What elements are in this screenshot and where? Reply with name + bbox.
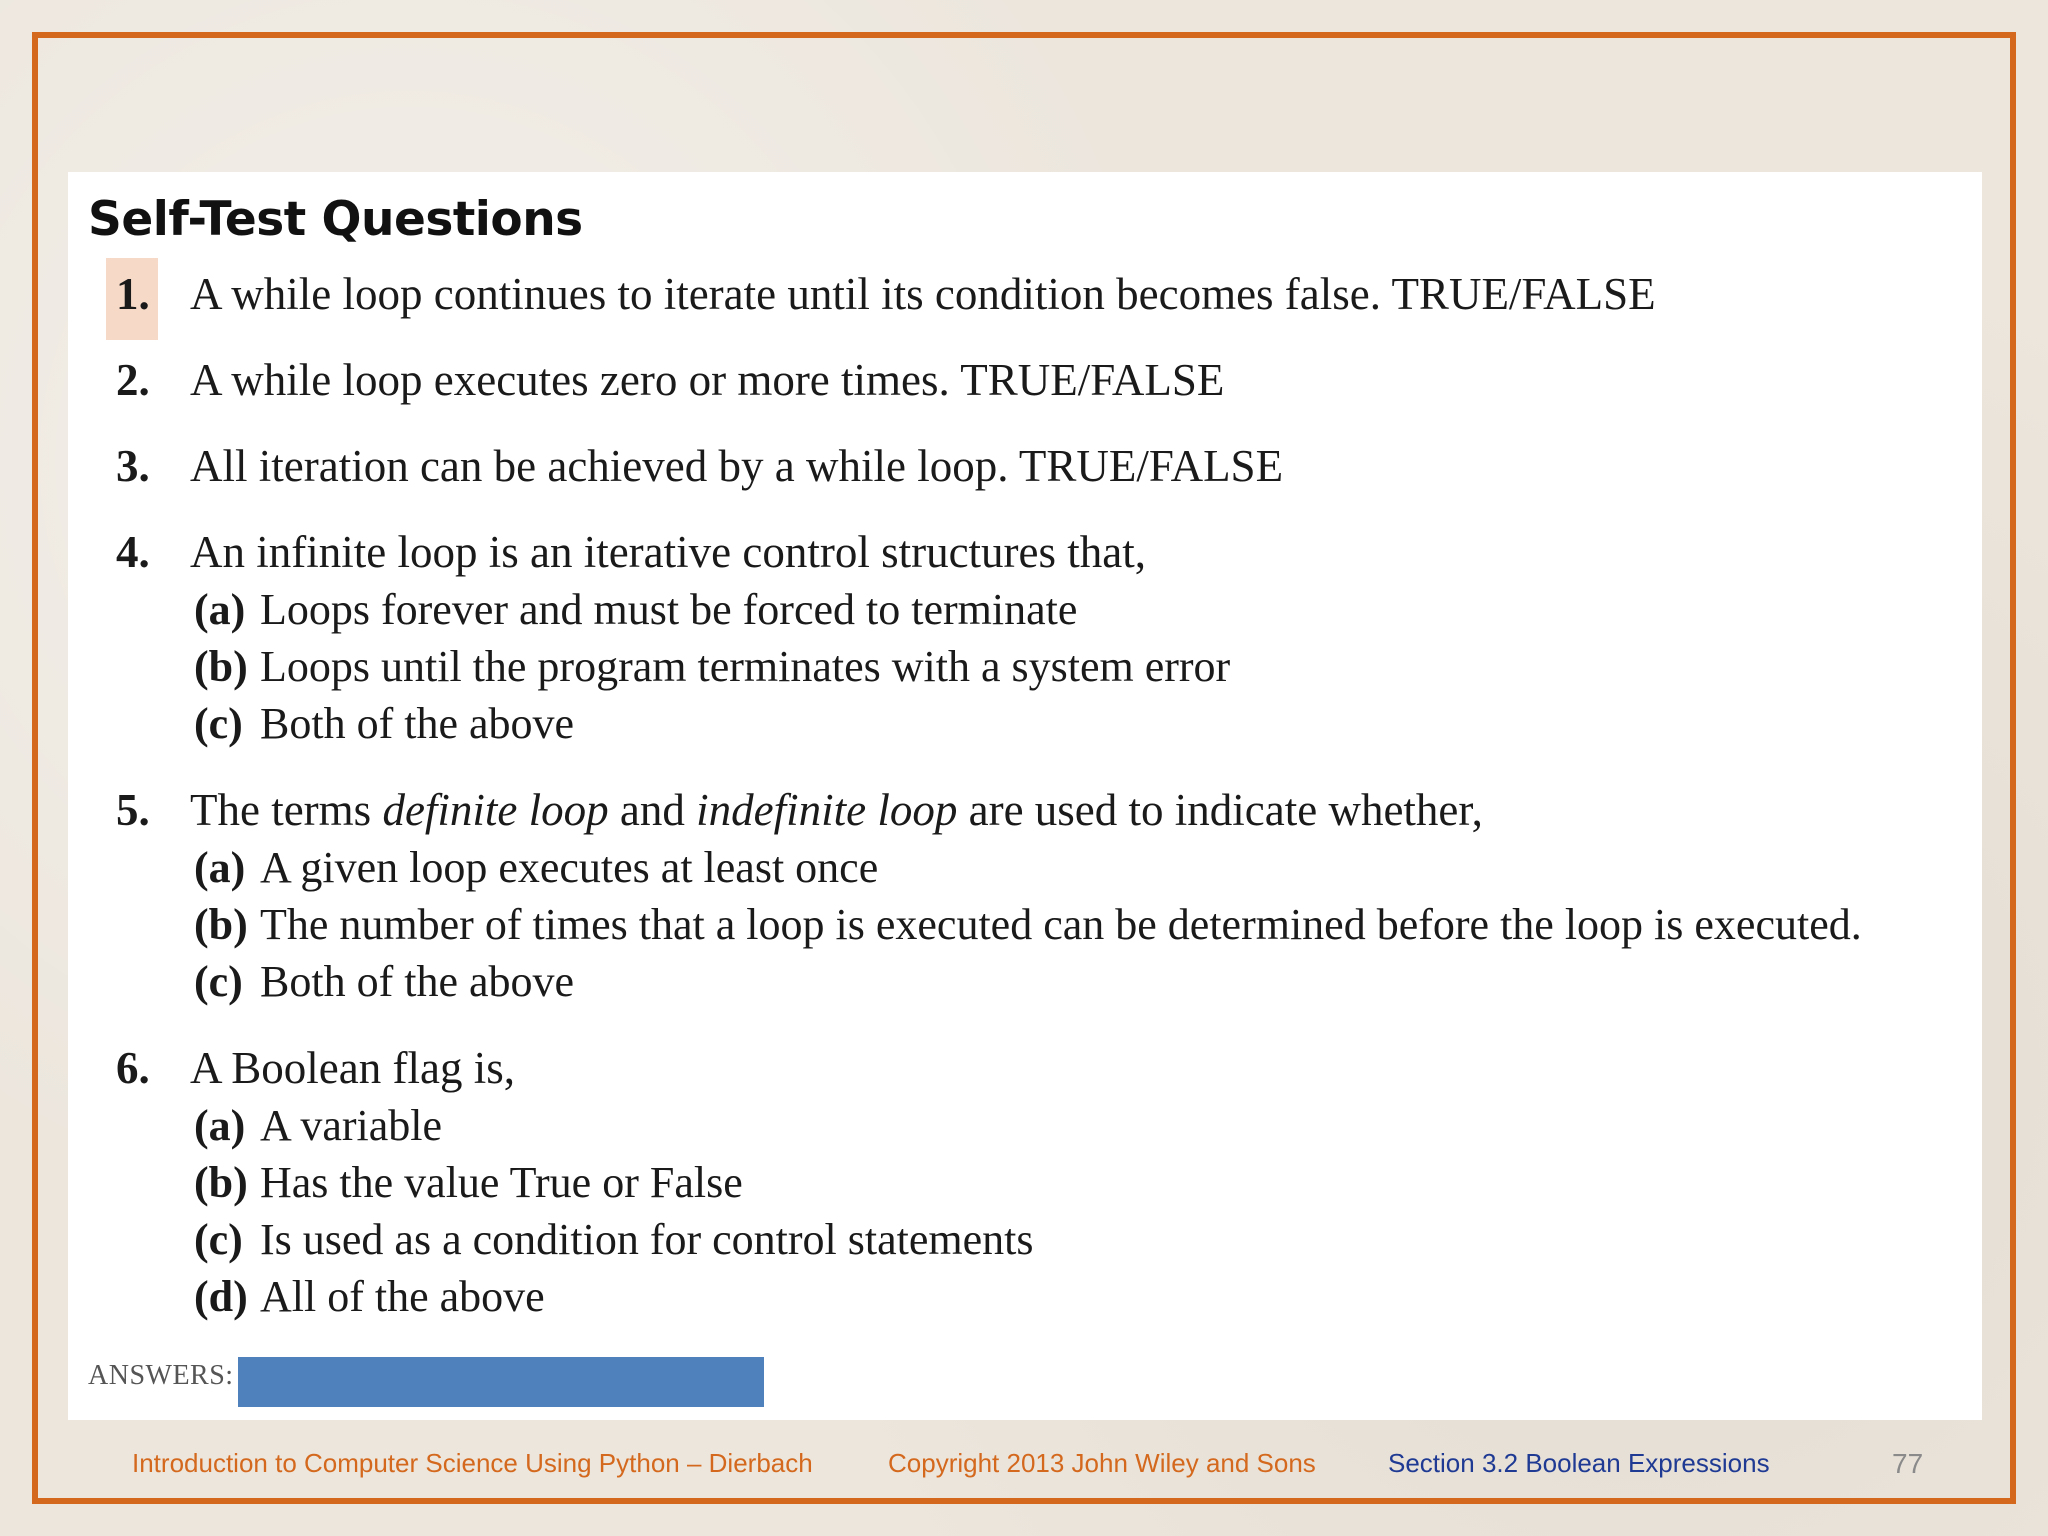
answers-label: ANSWERS:	[88, 1360, 234, 1391]
option-text: Loops forever and must be forced to terminate	[260, 585, 1078, 634]
question-number: 1.	[116, 269, 150, 319]
option-label: (a)	[194, 1101, 246, 1150]
option-text: A given loop executes at least once	[260, 843, 879, 892]
option-text: Both of the above	[260, 699, 575, 748]
question-text: A while loop executes zero or more times. TRUE/FALSE	[190, 355, 1225, 405]
option-label: (a)	[194, 585, 246, 634]
option-4c	[194, 698, 574, 749]
option-4b	[194, 641, 1230, 692]
question-text: All iteration can be achieved by a while loop. TRUE/FALSE	[190, 441, 1284, 491]
text-part: or	[591, 1158, 650, 1207]
option-text: Both of the above	[260, 957, 575, 1006]
question-number: 5.	[116, 785, 150, 835]
option-text: All of the above	[260, 1272, 545, 1321]
footer-section: Section 3.2 Boolean Expressions	[1388, 1448, 1770, 1478]
option-5a	[194, 842, 878, 893]
option-label: (b)	[194, 1158, 248, 1207]
question-text: An infinite loop is an iterative control structures that,	[190, 527, 1147, 577]
text-part: are used to indicate whether,	[957, 785, 1483, 835]
option-label: (b)	[194, 642, 248, 691]
term-definite-loop: definite loop	[382, 785, 609, 835]
code-false: False	[649, 1158, 743, 1207]
question-text	[190, 784, 1483, 836]
option-6b	[194, 1157, 743, 1208]
option-label: (c)	[194, 699, 243, 748]
option-6a	[194, 1100, 442, 1151]
text-part: Has the value	[260, 1158, 510, 1207]
question-number: 2.	[116, 355, 150, 405]
code-true: True	[509, 1158, 592, 1207]
option-6d	[194, 1271, 545, 1322]
question-text: A while loop continues to iterate until its condition becomes false. TRUE/FALSE	[190, 269, 1656, 319]
option-5b	[194, 899, 1862, 950]
option-4a	[194, 584, 1077, 635]
page-title: Self-Test Questions	[88, 192, 583, 247]
option-label: (d)	[194, 1272, 248, 1321]
question-number: 3.	[116, 441, 150, 491]
option-label: (b)	[194, 900, 248, 949]
answers-hidden-box[interactable]	[238, 1357, 764, 1407]
option-text: Is used as a condition for control statements	[260, 1215, 1034, 1264]
option-label: (a)	[194, 843, 246, 892]
term-indefinite-loop: indefinite loop	[696, 785, 958, 835]
footer-book-title: Introduction to Computer Science Using Python – Dierbach	[132, 1448, 813, 1478]
footer-copyright: Copyright 2013 John Wiley and Sons	[888, 1448, 1316, 1478]
question-number: 6.	[116, 1043, 150, 1093]
question-text: A Boolean flag is,	[190, 1043, 515, 1093]
question-panel	[68, 172, 1982, 1420]
option-text	[260, 1158, 743, 1207]
option-text: The number of times that a loop is executed can be determined before the loop is executed.	[260, 900, 1862, 949]
option-label: (c)	[194, 957, 243, 1006]
option-5c	[194, 956, 574, 1007]
option-label: (c)	[194, 1215, 243, 1264]
option-text: Loops until the program terminates with a system error	[260, 642, 1231, 691]
text-part: The terms	[190, 785, 383, 835]
option-6c	[194, 1214, 1033, 1265]
text-part: and	[608, 785, 697, 835]
page-number: 77	[1892, 1448, 1924, 1479]
question-number: 4.	[116, 527, 150, 577]
option-text: A variable	[260, 1101, 443, 1150]
